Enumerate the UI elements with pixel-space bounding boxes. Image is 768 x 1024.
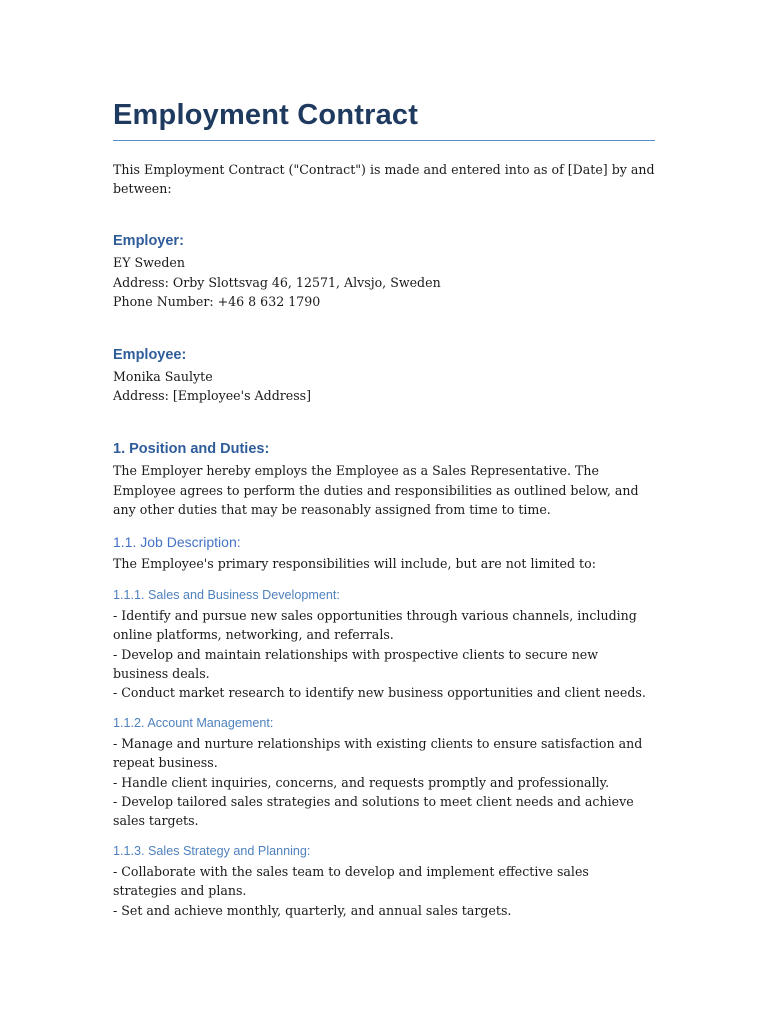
- employer-phone: Phone Number: +46 8 632 1790: [113, 293, 321, 309]
- subsection-heading: 1.1. Job Description:: [113, 534, 241, 551]
- bullet-item: - Set and achieve monthly, quarterly, and annual sales targets.: [113, 902, 512, 918]
- subsubsection-account-management: [113, 714, 655, 830]
- bullet-item: - Collaborate with the sales team to develop and implement effective sales strategies and plans.: [113, 864, 589, 899]
- subsubsection-sales-development: [113, 586, 655, 702]
- employee-heading: Employee:: [113, 347, 187, 364]
- subsubsection-heading: 1.1.3. Sales Strategy and Planning:: [113, 844, 311, 859]
- employer-address: Address: Orby Slottsvag 46, 12571, Alvsjo, Sweden: [113, 274, 441, 290]
- subsubsection-heading: 1.1.1. Sales and Business Development:: [113, 588, 340, 603]
- bullet-item: - Identify and pursue new sales opportunities through various channels, including online platforms, networking, and referrals.: [113, 608, 637, 643]
- bullet-item: - Develop and maintain relationships with prospective clients to secure new business deals.: [113, 646, 599, 681]
- employee-address: Address: [Employee's Address]: [113, 388, 312, 404]
- employer-block: [113, 231, 655, 311]
- document-page: [113, 96, 655, 920]
- bullet-item: - Develop tailored sales strategies and solutions to meet client needs and achieve sales targets.: [113, 793, 634, 829]
- bullet-item: - Conduct market research to identify new business opportunities and client needs.: [113, 685, 646, 701]
- intro-paragraph: This Employment Contract ("Contract") is made and entered into as of [Date] by and between:: [113, 162, 655, 197]
- title-divider: [113, 140, 655, 141]
- employer-name: EY Sweden: [113, 255, 185, 271]
- employee-name: Monika Saulyte: [113, 369, 213, 385]
- section-heading: 1. Position and Duties:: [113, 441, 270, 458]
- employee-block: [113, 345, 655, 405]
- document-title: Employment Contract: [113, 99, 419, 131]
- section-body: The Employer hereby employs the Employee as a Sales Representative. The Employee agrees to perform the duties and responsibilities as outlined below, and any other duties that may be reasonably assigned from time to time.: [113, 463, 639, 517]
- section-position-duties: [113, 439, 655, 919]
- bullet-item: - Manage and nurture relationships with existing clients to ensure satisfaction and repeat business.: [113, 736, 643, 771]
- employer-heading: Employer:: [113, 233, 184, 250]
- subsection-body: The Employee's primary responsibilities will include, but are not limited to:: [113, 556, 596, 572]
- bullet-item: - Handle client inquiries, concerns, and requests promptly and professionally.: [113, 774, 610, 790]
- subsubsection-sales-strategy: [113, 842, 655, 920]
- subsubsection-heading: 1.1.2. Account Management:: [113, 716, 274, 731]
